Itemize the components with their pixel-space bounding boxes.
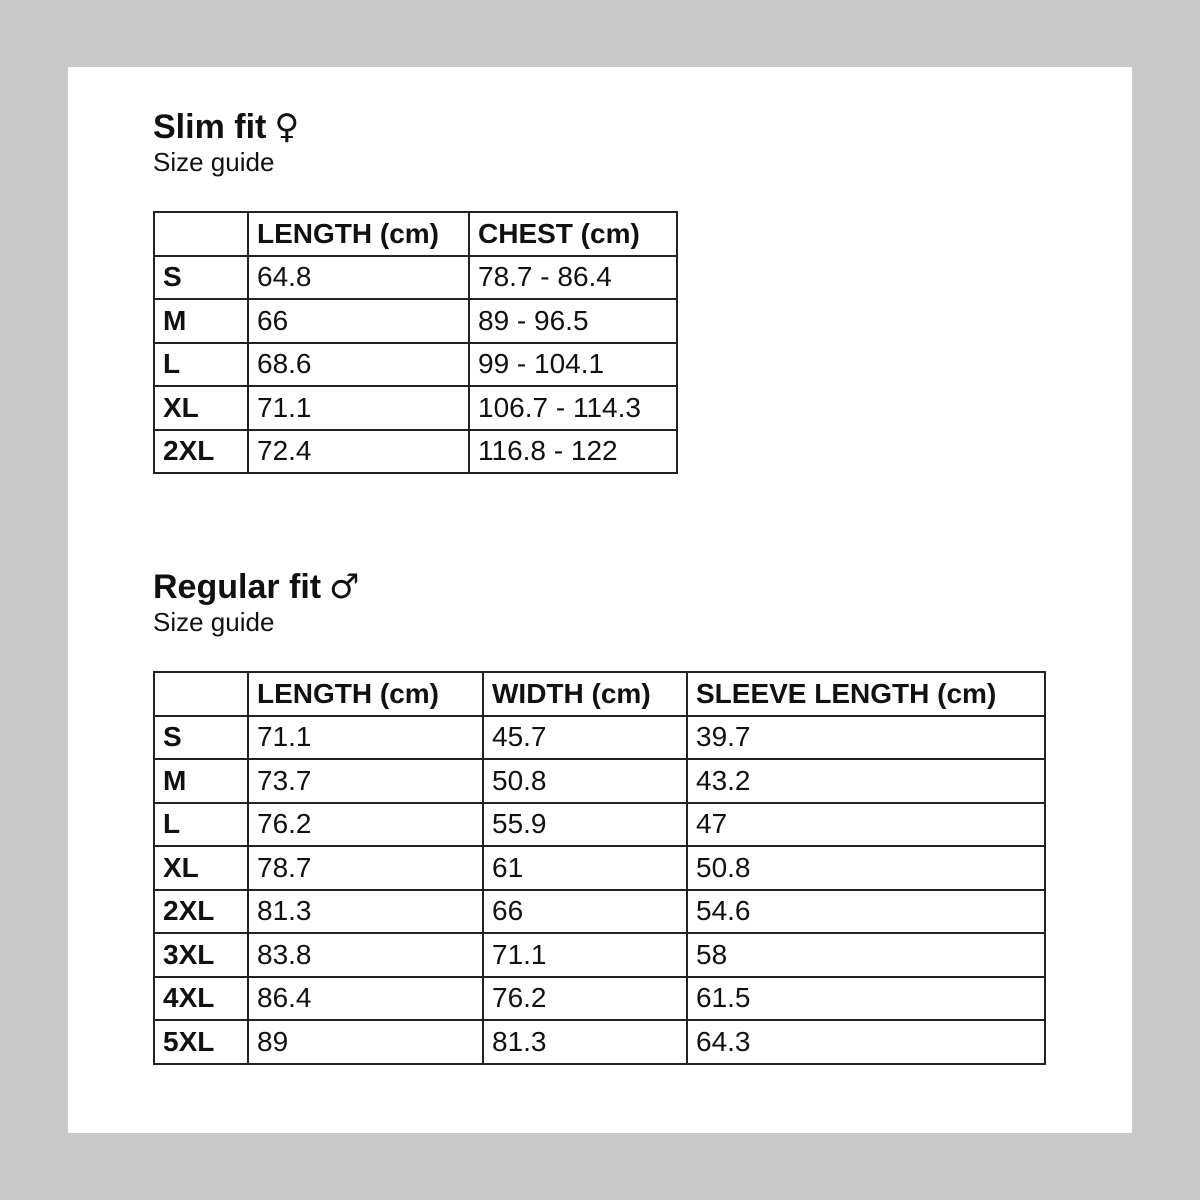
table-header-row: [154, 672, 1045, 716]
regular-fit-subtitle: Size guide: [153, 607, 275, 637]
sleeve-length-cell: 50.8: [687, 846, 1045, 890]
length-cell: 71.1: [248, 716, 483, 760]
slim-fit-size-table: [153, 211, 678, 474]
size-guide-card: [68, 67, 1132, 1133]
table-row: [154, 933, 1045, 977]
size-cell: L: [154, 343, 248, 387]
length-cell: 73.7: [248, 759, 483, 803]
size-cell: S: [154, 256, 248, 300]
regular-fit-title-text: Regular fit: [153, 568, 322, 606]
length-cell: 81.3: [248, 890, 483, 934]
length-cell: 71.1: [248, 386, 469, 430]
size-cell: S: [154, 716, 248, 760]
length-cell: 83.8: [248, 933, 483, 977]
width-cell: 76.2: [483, 977, 687, 1021]
sleeve-length-cell: 64.3: [687, 1020, 1045, 1064]
table-row: [154, 1020, 1045, 1064]
size-cell: XL: [154, 846, 248, 890]
size-cell: M: [154, 759, 248, 803]
chest-cell: 78.7 - 86.4: [469, 256, 677, 300]
header-length: LENGTH (cm): [248, 672, 483, 716]
table-row: [154, 803, 1045, 847]
slim-fit-section: [153, 107, 678, 474]
table-row: [154, 759, 1045, 803]
chest-cell: 99 - 104.1: [469, 343, 677, 387]
length-cell: 66: [248, 299, 469, 343]
width-cell: 71.1: [483, 933, 687, 977]
width-cell: 50.8: [483, 759, 687, 803]
regular-fit-title: [153, 567, 1046, 607]
slim-fit-title-text: Slim fit: [153, 108, 267, 146]
header-sleeve-length: SLEEVE LENGTH (cm): [687, 672, 1045, 716]
length-cell: 64.8: [248, 256, 469, 300]
female-symbol-icon: ♀: [274, 107, 300, 147]
table-row: [154, 846, 1045, 890]
size-cell: 2XL: [154, 890, 248, 934]
table-row: [154, 430, 677, 474]
header-size: [154, 672, 248, 716]
length-cell: 72.4: [248, 430, 469, 474]
table-row: [154, 386, 677, 430]
width-cell: 45.7: [483, 716, 687, 760]
table-row: [154, 343, 677, 387]
size-cell: 2XL: [154, 430, 248, 474]
length-cell: 68.6: [248, 343, 469, 387]
length-cell: 76.2: [248, 803, 483, 847]
sleeve-length-cell: 58: [687, 933, 1045, 977]
slim-fit-subtitle: Size guide: [153, 147, 275, 177]
header-size: [154, 212, 248, 256]
table-header-row: [154, 212, 677, 256]
regular-fit-section: [153, 567, 1046, 1065]
sleeve-length-cell: 61.5: [687, 977, 1045, 1021]
sleeve-length-cell: 54.6: [687, 890, 1045, 934]
chest-cell: 116.8 - 122: [469, 430, 677, 474]
table-row: [154, 299, 677, 343]
width-cell: 61: [483, 846, 687, 890]
regular-fit-size-table: [153, 671, 1046, 1065]
table-row: [154, 256, 677, 300]
male-symbol-icon: ♂: [329, 567, 360, 607]
sleeve-length-cell: 47: [687, 803, 1045, 847]
table-row: [154, 716, 1045, 760]
header-chest: CHEST (cm): [469, 212, 677, 256]
table-row: [154, 890, 1045, 934]
length-cell: 78.7: [248, 846, 483, 890]
sleeve-length-cell: 39.7: [687, 716, 1045, 760]
width-cell: 55.9: [483, 803, 687, 847]
chest-cell: 89 - 96.5: [469, 299, 677, 343]
length-cell: 86.4: [248, 977, 483, 1021]
size-cell: L: [154, 803, 248, 847]
width-cell: 81.3: [483, 1020, 687, 1064]
width-cell: 66: [483, 890, 687, 934]
chest-cell: 106.7 - 114.3: [469, 386, 677, 430]
header-length: LENGTH (cm): [248, 212, 469, 256]
size-cell: XL: [154, 386, 248, 430]
size-cell: 5XL: [154, 1020, 248, 1064]
size-cell: M: [154, 299, 248, 343]
length-cell: 89: [248, 1020, 483, 1064]
size-cell: 4XL: [154, 977, 248, 1021]
sleeve-length-cell: 43.2: [687, 759, 1045, 803]
slim-fit-title: [153, 107, 678, 147]
table-row: [154, 977, 1045, 1021]
size-cell: 3XL: [154, 933, 248, 977]
header-width: WIDTH (cm): [483, 672, 687, 716]
